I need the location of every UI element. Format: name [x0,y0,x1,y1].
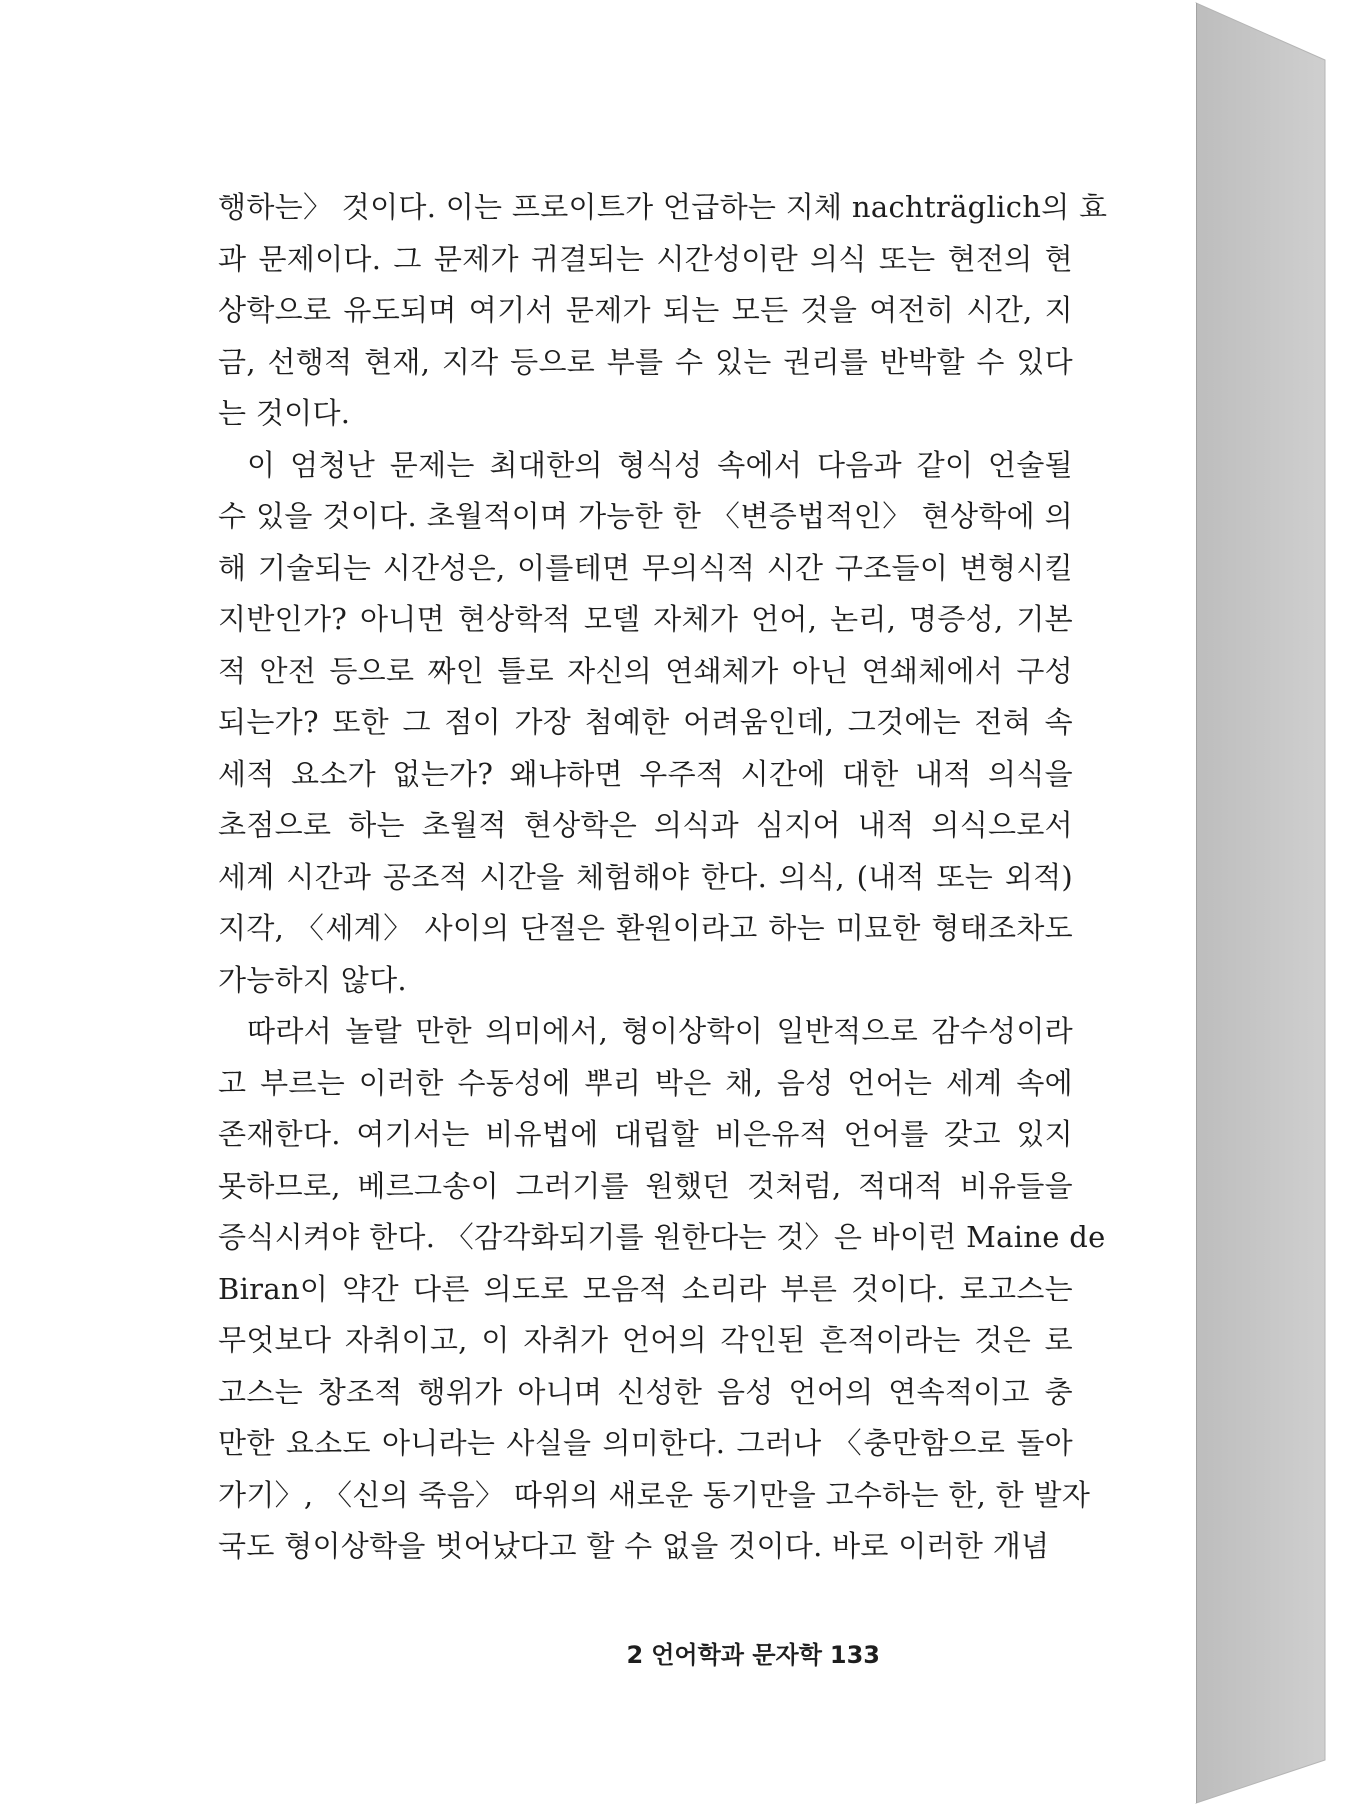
text-line: 세계 시간과 공조적 시간을 체험해야 한다. 의식, (내적 또는 외적) [218,859,1073,894]
chapter-number: 2 [626,1641,644,1669]
text-line: 상학으로 유도되며 여기서 문제가 되는 모든 것을 여전히 시간, 지 [218,293,1073,327]
text-line: 가기〉, 〈신의 죽음〉 따위의 새로운 동기만을 고수하는 한, 한 발자 [218,1477,1091,1512]
text-line: 되는가? 또한 그 점이 가장 첨예한 어려움인데, 그것에는 전혀 속 [218,705,1073,739]
text-line: 증식시켜야 한다. 〈감각화되기를 원한다는 것〉은 바이런 Maine de [218,1220,1106,1254]
page-number: 133 [829,1641,880,1669]
text-line: 수 있을 것이다. 초월적이며 가능한 한 〈변증법적인〉 현상학에 의 [218,499,1073,533]
text-line: 금, 선행적 현재, 지각 등으로 부를 수 있는 권리를 반박할 수 있다 [218,344,1073,379]
text-line: 이 엄청난 문제는 최대한의 형식성 속에서 다음과 같이 언술될 [247,447,1073,482]
text-line: 과 문제이다. 그 문제가 귀결되는 시간성이란 의식 또는 현전의 현 [218,241,1073,276]
text-line: 가능하지 않다. [218,962,407,997]
text-line: Biran이 약간 다른 의도로 모음적 소리라 부른 것이다. 로고스는 [218,1271,1073,1306]
text-line: 지각, 〈세계〉 사이의 단절은 환원이라고 하는 미묘한 형태조차도 [218,911,1073,945]
text-line: 초점으로 하는 초월적 현상학은 의식과 심지어 내적 의식으로서 [218,808,1073,842]
text-line: 만한 요소도 아니라는 사실을 의미한다. 그러나 〈충만함으로 돌아 [218,1426,1073,1460]
text-line: 세적 요소가 없는가? 왜냐하면 우주적 시간에 대한 내적 의식을 [218,756,1073,791]
text-line: 적 안전 등으로 짜인 틀로 자신의 연쇄체가 아닌 연쇄체에서 구성 [218,653,1073,688]
text-line: 국도 형이상학을 벗어났다고 할 수 없을 것이다. 바로 이러한 개념 [218,1529,1050,1563]
text-line: 고 부르는 이러한 수동성에 뿌리 박은 채, 음성 언어는 세계 속에 [218,1065,1073,1100]
text-line: 존재한다. 여기서는 비유법에 대립할 비은유적 언어를 갖고 있지 [218,1117,1073,1151]
text-line: 무엇보다 자취이고, 이 자취가 언어의 각인된 흔적이라는 것은 로 [218,1323,1073,1357]
text-line: 지반인가? 아니면 현상학적 모델 자체가 언어, 논리, 명증성, 기본 [218,602,1073,636]
text-line: 못하므로, 베르그송이 그러기를 원했던 것처럼, 적대적 비유들을 [218,1168,1073,1203]
text-line: 해 기술되는 시간성은, 이를테면 무의식적 시간 구조들이 변형시킬 [218,550,1073,585]
text-line: 따라서 놀랄 만한 의미에서, 형이상학이 일반적으로 감수성이라 [247,1014,1073,1048]
text-line: 는 것이다. [218,396,351,430]
book-page [3,3,1196,1803]
chapter-title: 언어학과 문자학 [651,1641,822,1669]
text-line: 행하는〉 것이다. 이는 프로이트가 언급하는 지체 nachträglich의 효 [218,190,1108,224]
page-footer [627,1635,880,1670]
text-line: 고스는 창조적 행위가 아니며 신성한 음성 언어의 연속적이고 충 [218,1374,1073,1409]
body-text [218,182,1108,1573]
